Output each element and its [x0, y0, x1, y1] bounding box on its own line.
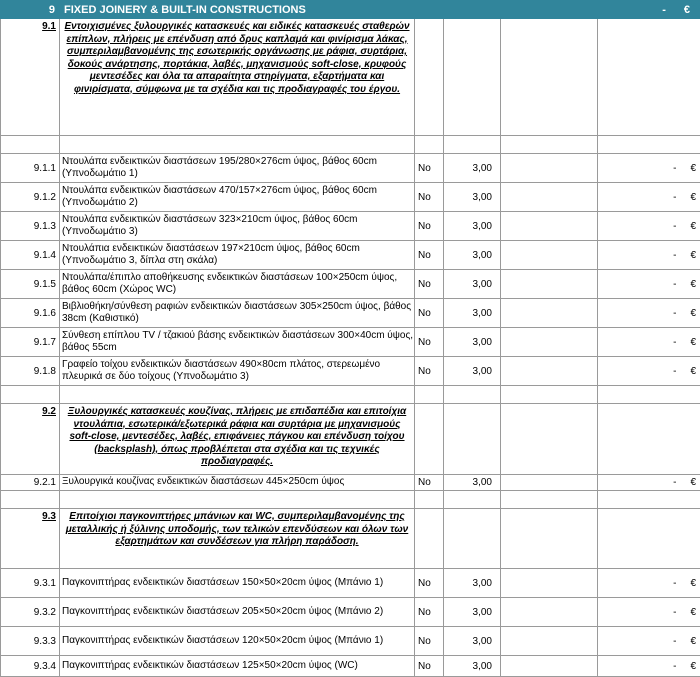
group-number[interactable]: 9.2	[1, 404, 60, 475]
section-total-value: -	[662, 4, 666, 16]
item-quantity[interactable]: 3,00	[444, 154, 501, 183]
item-description[interactable]: Παγκονιπτήρας ενδεικτικών διαστάσεων 150×50×20cm ύψος (Μπάνιο 1)	[60, 569, 415, 598]
section-number[interactable]: 9	[1, 1, 60, 19]
item-quantity[interactable]: 3,00	[444, 270, 501, 299]
empty-cell[interactable]	[598, 509, 700, 569]
item-quantity[interactable]: 3,00	[444, 656, 501, 677]
empty-cell[interactable]	[415, 509, 444, 569]
item-number[interactable]: 9.1.8	[1, 357, 60, 386]
item-total[interactable]	[598, 270, 700, 299]
item-number[interactable]: 9.3.3	[1, 627, 60, 656]
item-unit[interactable]: Νο	[415, 627, 444, 656]
spacer-row[interactable]	[1, 136, 700, 154]
item-unit[interactable]: Νο	[415, 656, 444, 677]
item-total[interactable]	[598, 475, 700, 491]
item-unit[interactable]: Νο	[415, 598, 444, 627]
group-number[interactable]: 9.3	[1, 509, 60, 569]
item-total-value: -	[673, 477, 676, 488]
item-unit[interactable]: Νο	[415, 212, 444, 241]
item-total[interactable]	[598, 328, 700, 357]
item-total-value: -	[673, 163, 676, 174]
item-unit-price[interactable]	[501, 475, 598, 491]
section-title[interactable]: FIXED JOINERY & BUILT-IN CONSTRUCTIONS	[60, 1, 598, 19]
item-currency: €	[690, 192, 696, 203]
table-row[interactable]	[1, 270, 700, 299]
item-description[interactable]: Βιβλιοθήκη/σύνθεση ραφιών ενδεικτικών διαστάσεων 305×250cm ύψος, βάθος 38cm (Καθιστικό)	[60, 299, 415, 328]
item-unit-price[interactable]	[501, 270, 598, 299]
item-total-value: -	[673, 578, 676, 589]
table-row[interactable]	[1, 656, 700, 677]
item-total[interactable]	[598, 569, 700, 598]
item-total-value: -	[673, 250, 676, 261]
item-number[interactable]: 9.1.1	[1, 154, 60, 183]
item-currency: €	[690, 607, 696, 618]
item-unit[interactable]: Νο	[415, 241, 444, 270]
item-quantity[interactable]: 3,00	[444, 598, 501, 627]
item-quantity[interactable]: 3,00	[444, 241, 501, 270]
item-number[interactable]: 9.1.6	[1, 299, 60, 328]
empty-cell[interactable]	[444, 404, 501, 475]
item-quantity[interactable]: 3,00	[444, 627, 501, 656]
empty-cell[interactable]	[501, 19, 598, 136]
spacer-row[interactable]	[1, 491, 700, 509]
item-currency: €	[690, 366, 696, 377]
table-row[interactable]	[1, 212, 700, 241]
item-quantity[interactable]: 3,00	[444, 357, 501, 386]
item-unit-price[interactable]	[501, 627, 598, 656]
item-quantity[interactable]: 3,00	[444, 183, 501, 212]
item-unit-price[interactable]	[501, 569, 598, 598]
item-description[interactable]: Ντουλάπα ενδεικτικών διαστάσεων 323×210cm ύψος, βάθος 60cm (Υπνοδωμάτιο 3)	[60, 212, 415, 241]
item-currency: €	[690, 337, 696, 348]
item-description[interactable]: Γραφείο τοίχου ενδεικτικών διαστάσεων 490×80cm πλάτος, στερεωμένο πλευρικά σε δύο τοίχους (Υπνοδωμάτιο 3)	[60, 357, 415, 386]
group-number[interactable]: 9.1	[1, 19, 60, 136]
empty-cell[interactable]	[501, 404, 598, 475]
empty-cell[interactable]	[415, 404, 444, 475]
item-description[interactable]: Ντουλάπα ενδεικτικών διαστάσεων 470/157×276cm ύψος, βάθος 60cm (Υπνοδωμάτιο 2)	[60, 183, 415, 212]
item-currency: €	[690, 221, 696, 232]
table-row[interactable]	[1, 241, 700, 270]
item-quantity[interactable]: 3,00	[444, 212, 501, 241]
item-total[interactable]	[598, 154, 700, 183]
item-number[interactable]: 9.3.4	[1, 656, 60, 677]
item-total-value: -	[673, 192, 676, 203]
item-number[interactable]: 9.3.1	[1, 569, 60, 598]
table-row[interactable]	[1, 154, 700, 183]
item-currency: €	[690, 636, 696, 647]
empty-cell[interactable]	[444, 509, 501, 569]
spacer-row[interactable]	[1, 386, 700, 404]
item-total[interactable]	[598, 299, 700, 328]
table-row[interactable]	[1, 627, 700, 656]
item-total-value: -	[673, 279, 676, 290]
item-quantity[interactable]: 3,00	[444, 475, 501, 491]
item-unit-price[interactable]	[501, 212, 598, 241]
group-row[interactable]	[1, 404, 700, 475]
item-currency: €	[690, 477, 696, 488]
item-description[interactable]: Ντουλάπα ενδεικτικών διαστάσεων 195/280×276cm ύψος, βάθος 60cm (Υπνοδωμάτιο 1)	[60, 154, 415, 183]
item-total[interactable]	[598, 627, 700, 656]
item-total-value: -	[673, 636, 676, 647]
table-row[interactable]	[1, 598, 700, 627]
item-description[interactable]: Παγκονιπτήρας ενδεικτικών διαστάσεων 125×50×20cm ύψος (WC)	[60, 656, 415, 677]
item-number[interactable]: 9.1.3	[1, 212, 60, 241]
section-total[interactable]	[598, 1, 700, 19]
item-description[interactable]: Ντουλάπια ενδεικτικών διαστάσεων 197×210cm ύψος, βάθος 60cm (Υπνοδωμάτιο 3, δίπλα στη σκάλα)	[60, 241, 415, 270]
item-quantity[interactable]: 3,00	[444, 328, 501, 357]
item-unit[interactable]: Νο	[415, 328, 444, 357]
item-currency: €	[690, 163, 696, 174]
item-unit[interactable]: Νο	[415, 475, 444, 491]
item-number[interactable]: 9.1.7	[1, 328, 60, 357]
item-total[interactable]	[598, 212, 700, 241]
empty-cell[interactable]	[444, 19, 501, 136]
item-currency: €	[690, 661, 696, 672]
item-unit-price[interactable]	[501, 154, 598, 183]
item-description[interactable]: Παγκονιπτήρας ενδεικτικών διαστάσεων 120×50×20cm ύψος (Μπάνιο 1)	[60, 627, 415, 656]
item-unit-price[interactable]	[501, 183, 598, 212]
item-currency: €	[690, 578, 696, 589]
item-currency: €	[690, 279, 696, 290]
item-unit-price[interactable]	[501, 357, 598, 386]
item-unit-price[interactable]	[501, 598, 598, 627]
item-total-value: -	[673, 607, 676, 618]
item-total-value: -	[673, 366, 676, 377]
item-description[interactable]: Ξυλουργικά κουζίνας ενδεικτικών διαστάσεων 445×250cm ύψος	[60, 475, 415, 491]
item-total[interactable]	[598, 656, 700, 677]
group-description[interactable]: Εντοιχισμένες ξυλουργικές κατασκευές και ειδικές κατασκευές σταθερών επίπλων, πλήρεις με επένδυση από δρυς καπλαμά και φινίρισμα λάκας, συμπεριλαμβανομένης της εσωτερικής οργάνωσης με ράφια, συρτάρια, δοκούς ανάρτησης, πορτάκια, λαβές, μηχανισμούς soft-close, κρυφούς μεντεσέδες και όλα τα απαραίτητα στηρίγματα, εξαρτήματα και φινιρίσματα, σύμφωνα με τα σχέδια και τις προδιαγραφές του έργου.	[60, 19, 415, 136]
item-unit[interactable]: Νο	[415, 357, 444, 386]
item-currency: €	[690, 250, 696, 261]
item-total[interactable]	[598, 357, 700, 386]
item-description[interactable]: Παγκονιπτήρας ενδεικτικών διαστάσεων 205×50×20cm ύψος (Μπάνιο 2)	[60, 598, 415, 627]
table-row[interactable]	[1, 183, 700, 212]
item-unit[interactable]: Νο	[415, 569, 444, 598]
table-row[interactable]	[1, 328, 700, 357]
item-total[interactable]	[598, 241, 700, 270]
item-total-value: -	[673, 661, 676, 672]
item-number[interactable]: 9.1.2	[1, 183, 60, 212]
item-number[interactable]: 9.3.2	[1, 598, 60, 627]
item-unit-price[interactable]	[501, 299, 598, 328]
item-unit-price[interactable]	[501, 656, 598, 677]
item-number[interactable]: 9.2.1	[1, 475, 60, 491]
group-description[interactable]: Επιτοίχιοι παγκονιπτήρες μπάνιων και WC, συμπεριλαμβανομένης της μεταλλικής ή ξύλινης υποδομής, των τελικών επενδύσεων και όλων των εξαρτημάτων και συνδέσεων για πλήρη παράδοση.	[60, 509, 415, 569]
table-row[interactable]	[1, 475, 700, 491]
item-unit[interactable]: Νο	[415, 270, 444, 299]
item-currency: €	[690, 308, 696, 319]
item-unit-price[interactable]	[501, 241, 598, 270]
item-total-value: -	[673, 308, 676, 319]
item-quantity[interactable]: 3,00	[444, 299, 501, 328]
item-number[interactable]: 9.1.4	[1, 241, 60, 270]
item-number[interactable]: 9.1.5	[1, 270, 60, 299]
item-description[interactable]: Ντουλάπα/έπιπλο αποθήκευσης ενδεικτικών διαστάσεων 100×250cm ύψος, βάθος 60cm (Χώρος WC)	[60, 270, 415, 299]
group-row[interactable]	[1, 19, 700, 136]
item-description[interactable]: Σύνθεση επίπλου TV / τζακιού βάσης ενδεικτικών διαστάσεων 300×40cm ύψος, βάθος 55cm	[60, 328, 415, 357]
item-total[interactable]	[598, 598, 700, 627]
empty-cell[interactable]	[501, 509, 598, 569]
item-total-value: -	[673, 221, 676, 232]
item-total-value: -	[673, 337, 676, 348]
group-row[interactable]	[1, 509, 700, 569]
empty-cell[interactable]	[598, 404, 700, 475]
item-unit-price[interactable]	[501, 328, 598, 357]
section-currency: €	[684, 4, 690, 16]
item-quantity[interactable]: 3,00	[444, 569, 501, 598]
item-total[interactable]	[598, 183, 700, 212]
table-row[interactable]	[1, 299, 700, 328]
item-unit[interactable]: Νο	[415, 299, 444, 328]
item-unit[interactable]: Νο	[415, 154, 444, 183]
section-header-row[interactable]	[1, 1, 700, 19]
group-description[interactable]: Ξυλουργικές κατασκευές κουζίνας, πλήρεις με επιδαπέδια και επιτοίχια ντουλάπια, εσωτερικά/εξωτερικά ράφια και συρτάρια με μηχανισμούς soft-close, μεντεσέδες, λαβές, επιφάνειες πάγκου και επένδυση τοίχου (backsplash), όπως προβλέπεται στα σχέδια και τις τεχνικές προδιαγραφές.	[60, 404, 415, 475]
empty-cell[interactable]	[415, 19, 444, 136]
table-row[interactable]	[1, 569, 700, 598]
item-unit[interactable]: Νο	[415, 183, 444, 212]
empty-cell[interactable]	[598, 19, 700, 136]
table-row[interactable]	[1, 357, 700, 386]
